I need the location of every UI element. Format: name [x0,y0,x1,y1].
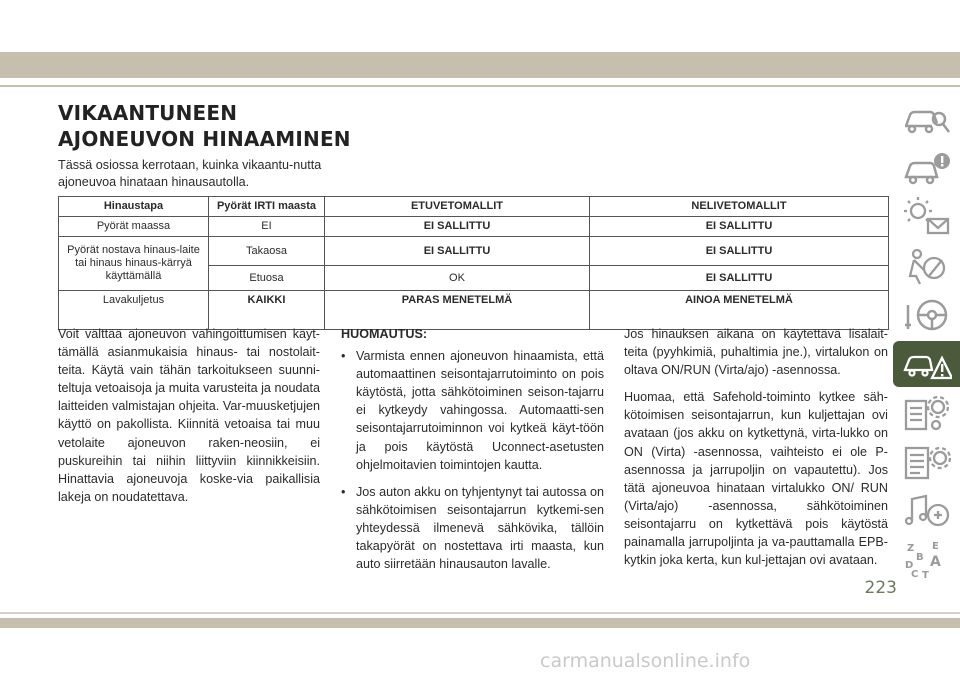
watermark: carmanualsonline.info [540,650,751,672]
table-row [59,217,889,237]
table-cell-method: Pyörät maassa [59,217,209,237]
table-cell-wheels: EI [209,217,325,237]
table-header-cell: ETUVETOMALLIT [325,197,590,217]
tab-roadside-emergency[interactable] [893,341,960,387]
header-band [0,52,960,78]
page-title [58,100,351,152]
roadside-emergency-icon [902,344,952,384]
maintenance-gears-icon [902,393,952,433]
table-row [59,291,889,330]
index-letters-icon [902,540,952,580]
table-cell-awd: EI SALLITTU [590,237,889,266]
table-cell-wheels: Takaosa [209,237,325,266]
table-cell-fwd: OK [325,266,590,291]
tab-car-search[interactable] [897,96,957,142]
index-letter: D [905,560,914,571]
tab-specifications[interactable] [897,439,957,485]
index-letter: E [932,541,939,552]
table-header-cell: NELIVETOMALLIT [590,197,889,217]
tab-index[interactable] [897,537,957,583]
car-info-icon [902,148,952,188]
tab-maintenance-gears[interactable] [897,390,957,436]
intro-text: Tässä osiossa kerrotaan, kuinka vikaantu-nutta ajoneuvoa hinataan hinausautolla. [58,158,322,189]
dashboard-lights-icon [902,197,952,237]
table-cell-fwd: PARAS MENETELMÄ [325,291,590,330]
note-list [341,347,604,573]
column-middle [341,325,604,582]
table-cell-fwd: EI SALLITTU [325,237,590,266]
column-left [58,325,320,515]
table-cell-fwd: EI SALLITTU [325,217,590,237]
note-text: Varmista ennen ajoneuvon hinaamista, että automaattinen seisontajarrutoiminto on pois käytöstä, jotta sähkötoiminen seison-tajarru ei kytkeydy vahingossa. Automaatti-sen seisontajarrutoiminnon voi kytkeä käyt-töön ja pois käytöstä Uconnect-asetusten ohjelmoitavien toimintojen kautta. [356,349,604,472]
index-letter: A [930,554,941,570]
page-number: 223 [864,578,897,598]
table-cell-wheels: KAIKKI [209,291,325,330]
tab-airbag-seatbelt[interactable] [897,243,957,289]
tab-steering-wheel[interactable] [897,292,957,338]
specifications-list-icon [902,442,952,482]
title-line-1: VIKAANTUNEEN [58,101,238,125]
index-letter: T [922,570,929,580]
note-item [341,483,604,573]
table-cell-awd: EI SALLITTU [590,266,889,291]
table-header-cell: Hinaustapa [59,197,209,217]
footer-band [0,618,960,628]
header-rule [0,85,960,87]
table-cell-wheels: Etuosa [209,266,325,291]
body-paragraph: Jos hinauksen aikana on käytettävä lisälait-teita (pyyhkimiä, puhaltimia jne.), virtalukon on oltava ON/RUN (Virta/ajo) -asennossa. [624,327,888,378]
towing-table [58,196,889,330]
note-heading: HUOMAUTUS: [341,327,428,341]
tab-car-info[interactable] [897,145,957,191]
table-cell-awd: AINOA MENETELMÄ [590,291,889,330]
airbag-seatbelt-icon [902,246,952,286]
table-cell-method: Lavakuljetus [59,291,209,330]
car-search-icon [902,99,952,139]
footer-rule [0,612,960,614]
column-right [624,325,888,578]
table-row [59,237,889,266]
tab-multimedia[interactable] [897,488,957,534]
body-paragraph: Huomaa, että Safehold-toiminto kytkee säh-kötoimisen seisontajarrun, kun kuljettajan ovi avataan (jos akku on kytkettynä, virta-lukko on ON (Virta) -asennossa, vaihteisto ei ole P-asennossa ja jarrupoljin on vapautettu). Jos tätä ajoneuvoa hinataan virtalukko ON/ RUN (Virta/ajo) -asennossa, sähkötoiminen seisontajarru on kytkettävä pois käytöstä painamalla jarrupoljinta ja va-pauttamalla EPB-kytkin joka kerta, kun kul-jettajan ovi avataan. [624,390,888,568]
table-cell-awd: EI SALLITTU [590,217,889,237]
note-item [341,347,604,474]
table-header-row [59,197,889,217]
index-letter: Z [907,543,915,554]
body-paragraph: Voit välttää ajoneuvon vahingoittumisen käyt-tämällä asianmukaisia hinaus- tai nostolait-teita. Käytä vain tähän tarkoitukseen suunni-teltuja vetoaisoja ja muita varusteita ja noudata laitteiden valmistajan ohjeita. Var-muusketjujen käyttö on pakollista. Kiinnitä vetoaisa tai muu vetolaite ajoneuvon raken-neosiin, ei puskureihin tai niihin liittyviin kiinnikkeisiin. Hinattavia ajoneuvoja koske-via paikallisia lakeja on noudatettava. [58,327,320,504]
multimedia-music-icon [902,491,952,531]
tab-dashboard-lights[interactable] [897,194,957,240]
title-line-2: AJONEUVON HINAAMINEN [58,127,351,151]
bullet: • [341,484,346,499]
bullet: • [341,349,346,364]
table-header-cell: Pyörät IRTI maasta [209,197,325,217]
steering-wheel-icon [902,295,952,335]
index-letter: C [911,569,919,580]
note-text: Jos auton akku on tyhjentynyt tai autossa on sähkötoimisen seisontajarrun kytkemi-sen yhteydessä ilmenevä sähkövika, tällöin takapyörät on nostettava irti maasta, kun auto siirretään hinausauton lavalle. [356,484,604,572]
index-letter: B [916,552,924,563]
chapter-tabs [893,96,960,586]
table-cell-method: Pyörät nostava hinaus-laite tai hinaus hinaus-kärryä käyttämällä [59,237,209,291]
